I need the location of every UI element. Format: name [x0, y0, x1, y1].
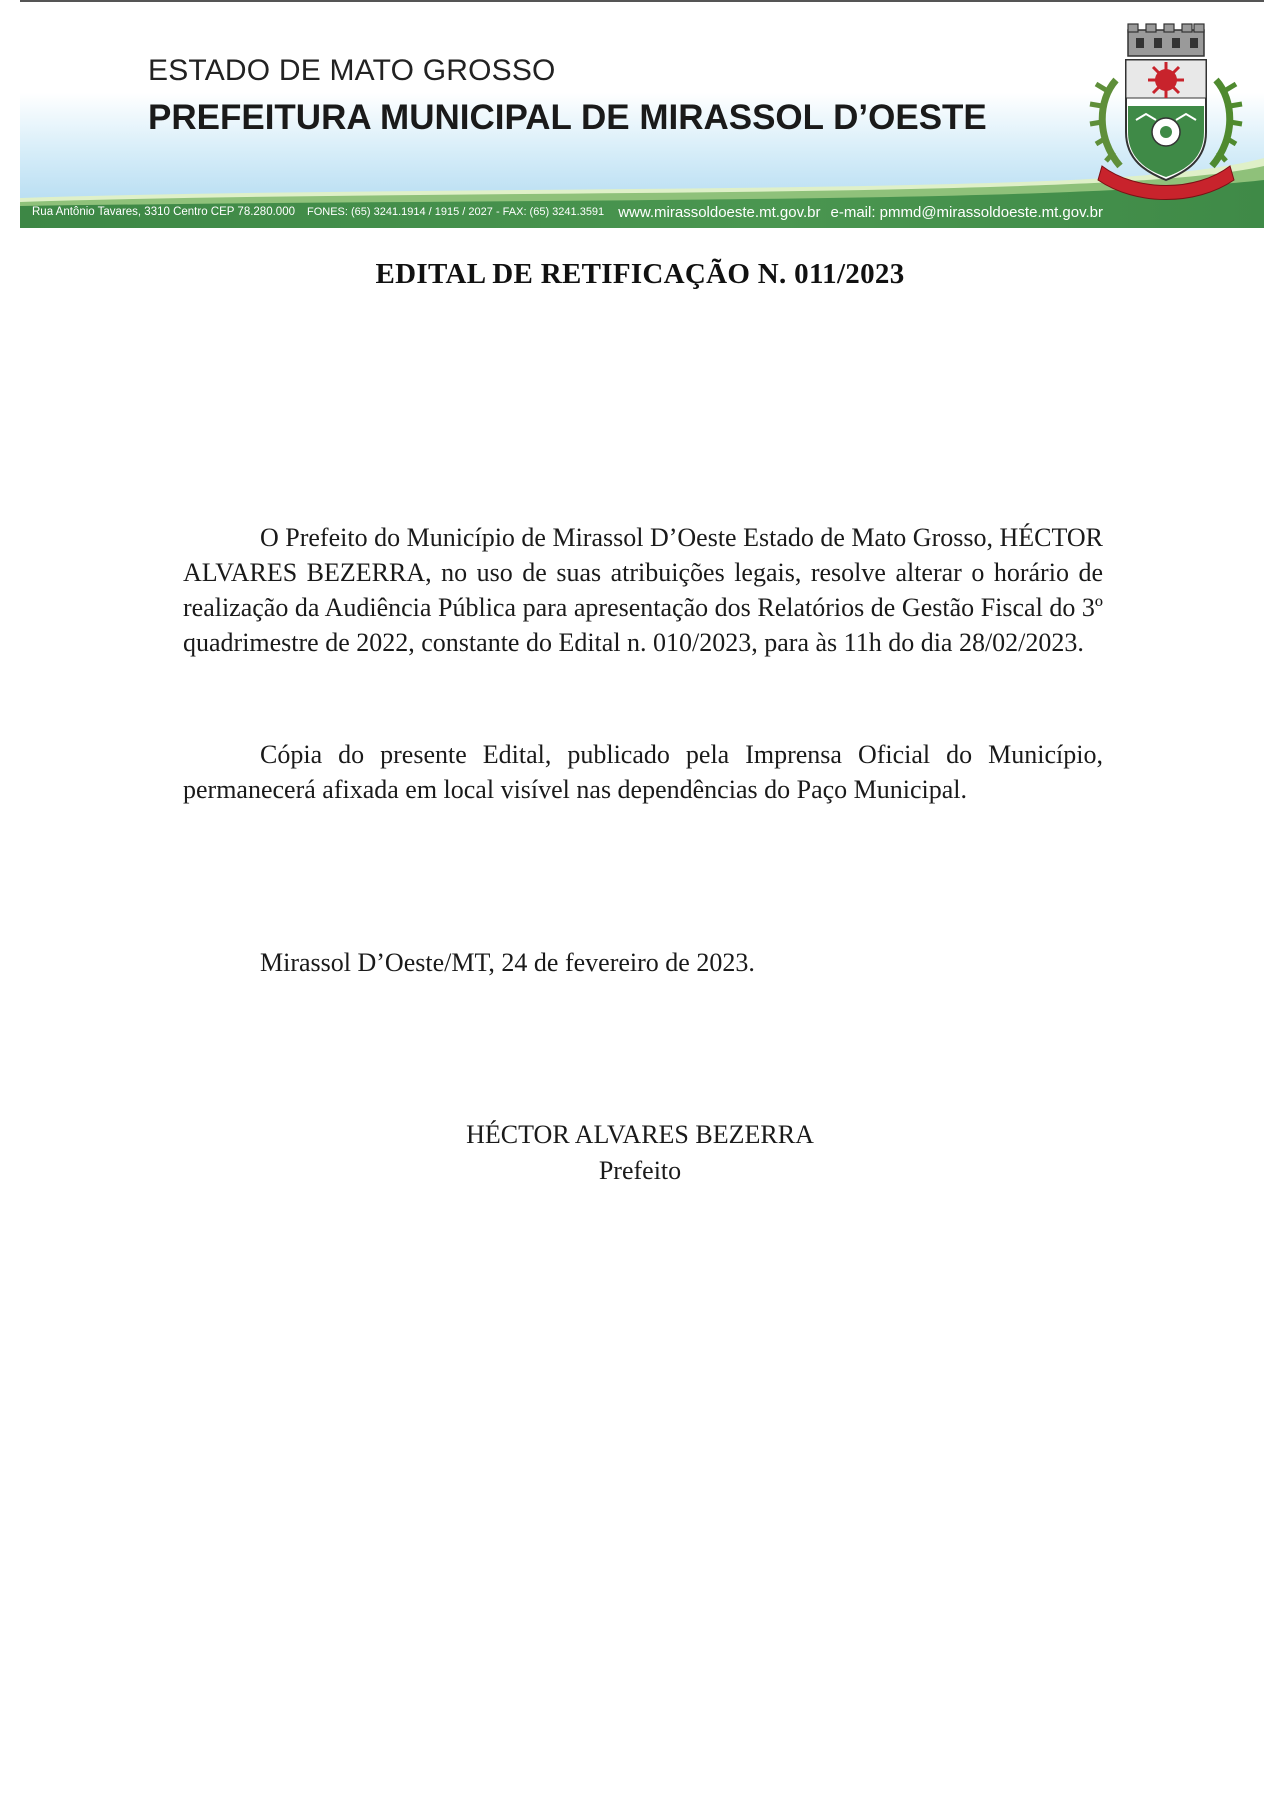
body-paragraph-2: Cópia do presente Edital, publicado pela Imprensa Oficial do Município, permanecerá afixada em local visível nas dependências do Paço Municipal. — [183, 740, 1103, 804]
signatory-role: Prefeito — [598, 1156, 682, 1185]
top-border-line — [20, 0, 1264, 2]
contact-band — [20, 196, 1264, 228]
state-name: ESTADO DE MATO GROSSO — [148, 54, 556, 87]
document-title: EDITAL DE RETIFICAÇÃO N. 011/2023 — [375, 258, 905, 290]
signatory-name: HÉCTOR ALVARES BEZERRA — [466, 1120, 814, 1149]
prefeitura-name: PREFEITURA MUNICIPAL DE MIRASSOL D’OESTE — [148, 98, 987, 137]
website-link[interactable]: www.mirassoldoeste.mt.gov.br — [618, 203, 821, 221]
phones-text: FONES: (65) 3241.1914 / 1915 / 2027 - FAX: (65) 3241.3591 — [306, 206, 605, 218]
place-and-date: Mirassol D’Oeste/MT, 24 de fevereiro de 2023. — [260, 948, 755, 977]
address-text: Rua Antônio Tavares, 3310 Centro CEP 78.280.000 — [32, 206, 295, 218]
municipal-coat-of-arms-icon — [1076, 20, 1256, 200]
letterhead — [20, 20, 1264, 228]
body-paragraph-1: O Prefeito do Município de Mirassol D’Oeste Estado de Mato Grosso, HÉCTOR ALVARES BEZERRA, no uso de suas atribuições legais, resolve alterar o horário de realização da Audiência Pública para apresentação dos Relatórios de Gestão Fiscal do 3º quadrimestre de 2022, constante do Edital n. 010/2023, para às 11h do dia 28/02/2023. — [183, 523, 1103, 657]
email-link[interactable]: e-mail: pmmd@mirassoldoeste.mt.gov.br — [830, 203, 1104, 221]
